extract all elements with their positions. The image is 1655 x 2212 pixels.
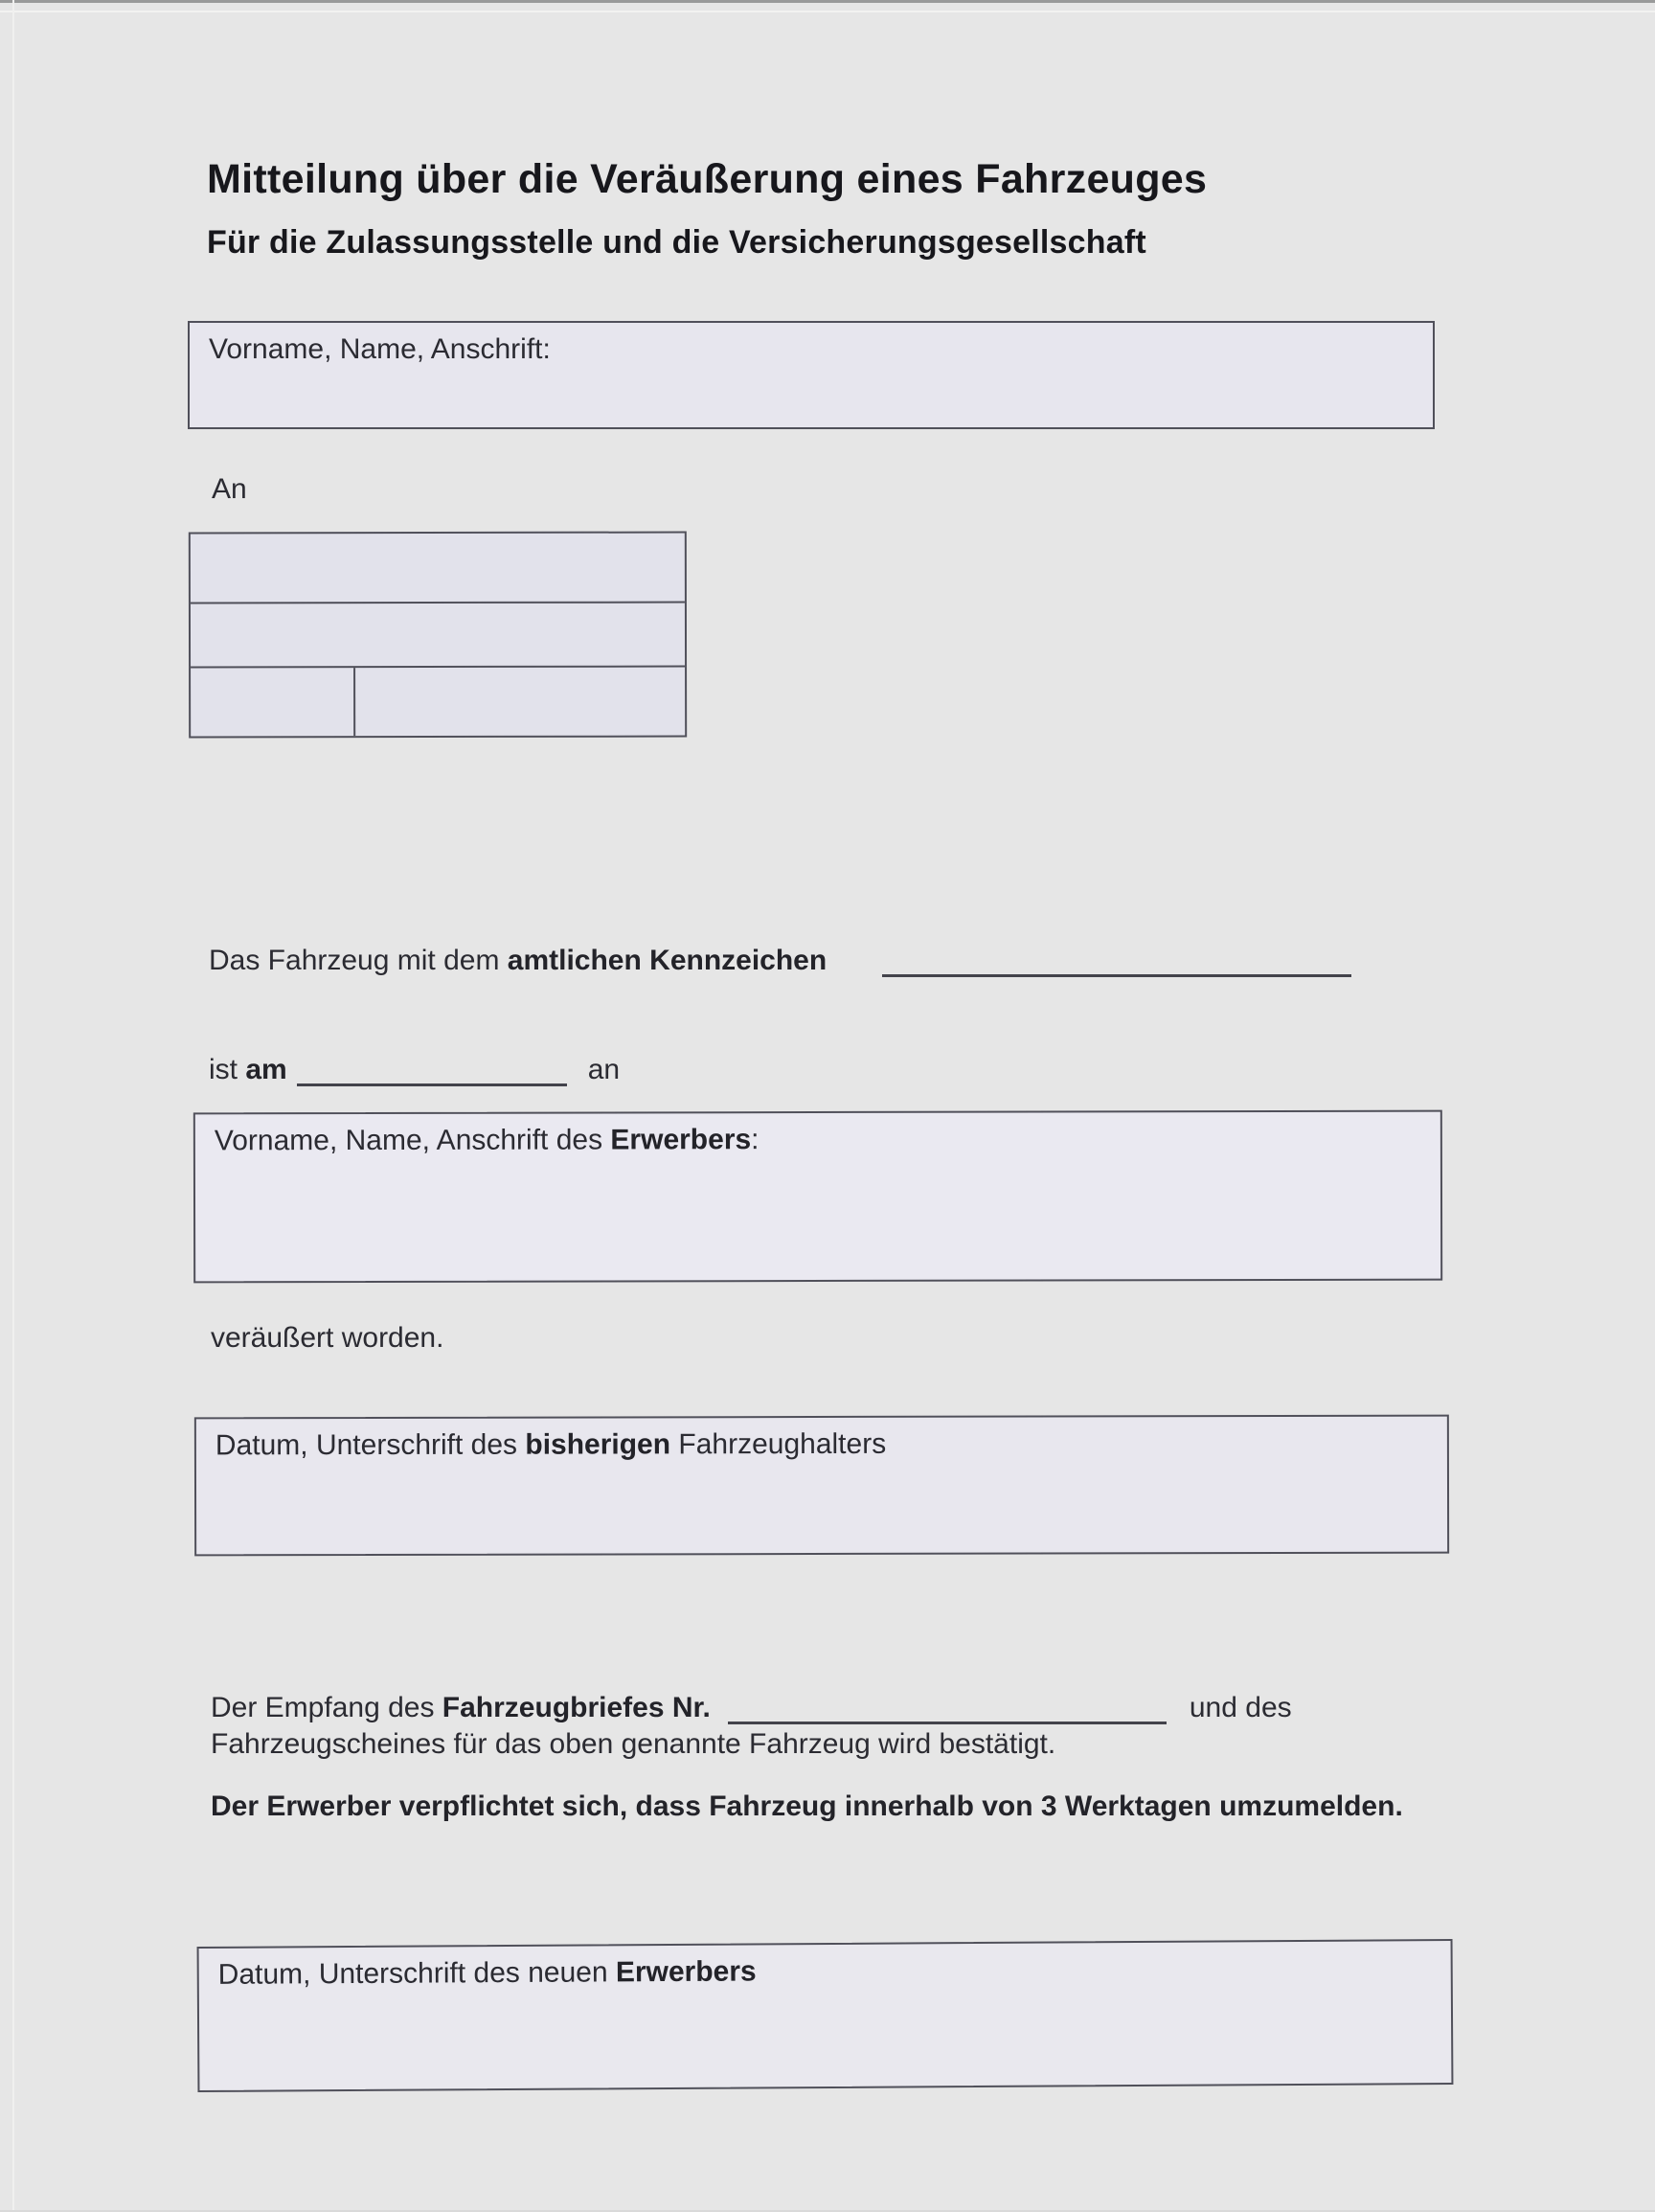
recipient-address-block (189, 532, 687, 739)
previous-owner-signature-box (194, 1415, 1449, 1557)
license-plate-field[interactable] (882, 946, 1351, 977)
previous-owner-signature-label (196, 1417, 1447, 1464)
buyer-address-label-colon: : (751, 1124, 759, 1156)
sale-date-field[interactable] (297, 1055, 567, 1086)
sale-date-suffix: an (587, 1054, 621, 1085)
vehicle-line-text-bold: amtlichen Kennzeichen (507, 945, 828, 976)
new-owner-signature-box (197, 1939, 1454, 2092)
obligation-statement: Der Erwerber verpflichtet sich, dass Fahrzeug innerhalb von 3 Werktagen umzumelden. (211, 1790, 1403, 1822)
recipient-line-3 (191, 668, 685, 737)
recipient-line-1[interactable] (191, 534, 685, 604)
sale-date-text-bold: am (245, 1054, 287, 1085)
receipt-text: Der Empfang des (211, 1692, 442, 1723)
buyer-address-label-text: Vorname, Name, Anschrift des (214, 1124, 611, 1157)
previous-owner-label-bold: bisherigen (525, 1428, 671, 1461)
previous-owner-label-after: Fahrzeughalters (670, 1427, 887, 1461)
buyer-address-label-bold: Erwerbers (610, 1124, 752, 1156)
scan-artifact-line (0, 11, 1655, 12)
new-owner-label-bold: Erwerbers (615, 1955, 757, 1989)
recipient-line-3-left-cell[interactable] (191, 668, 355, 736)
buyer-address-input-area[interactable] (195, 1156, 1440, 1281)
receipt-text-after: und des (1189, 1692, 1292, 1723)
vehicle-title-number-field[interactable] (728, 1693, 1167, 1724)
new-owner-signature-area[interactable] (199, 1986, 1452, 2090)
recipient-label: An (212, 473, 247, 505)
scan-left-edge (12, 0, 14, 2212)
previous-owner-signature-area[interactable] (196, 1461, 1447, 1554)
scan-top-edge (0, 0, 1655, 3)
sold-statement: veräußert worden. (211, 1322, 444, 1354)
recipient-line-2[interactable] (191, 604, 685, 669)
sale-date-text: ist (209, 1054, 246, 1085)
form-title: Mitteilung über die Veräußerung eines Fahrzeuges (207, 156, 1208, 202)
vehicle-registration-line (209, 943, 1351, 979)
form-subtitle: Für die Zulassungsstelle und die Versicherungsgesellschaft (207, 224, 1146, 261)
vehicle-line-text: Das Fahrzeug mit dem (209, 945, 508, 976)
seller-address-label: Vorname, Name, Anschrift: (209, 333, 551, 365)
buyer-address-label (195, 1112, 1440, 1159)
previous-owner-label-text: Datum, Unterschrift des (215, 1428, 526, 1462)
receipt-confirmation-line-1 (211, 1690, 1292, 1726)
buyer-address-box (193, 1110, 1442, 1284)
receipt-text-bold: Fahrzeugbriefes Nr. (442, 1692, 711, 1723)
new-owner-signature-label (199, 1941, 1451, 1993)
recipient-line-3-right-cell[interactable] (355, 668, 685, 737)
sale-date-line (209, 1052, 620, 1088)
seller-address-input-area[interactable] (190, 368, 1433, 428)
seller-address-box (188, 321, 1435, 429)
receipt-confirmation-line-2: Fahrzeugscheines für das oben genannte Fahrzeug wird bestätigt. (211, 1728, 1056, 1760)
new-owner-label-text: Datum, Unterschrift des neuen (217, 1956, 617, 1991)
